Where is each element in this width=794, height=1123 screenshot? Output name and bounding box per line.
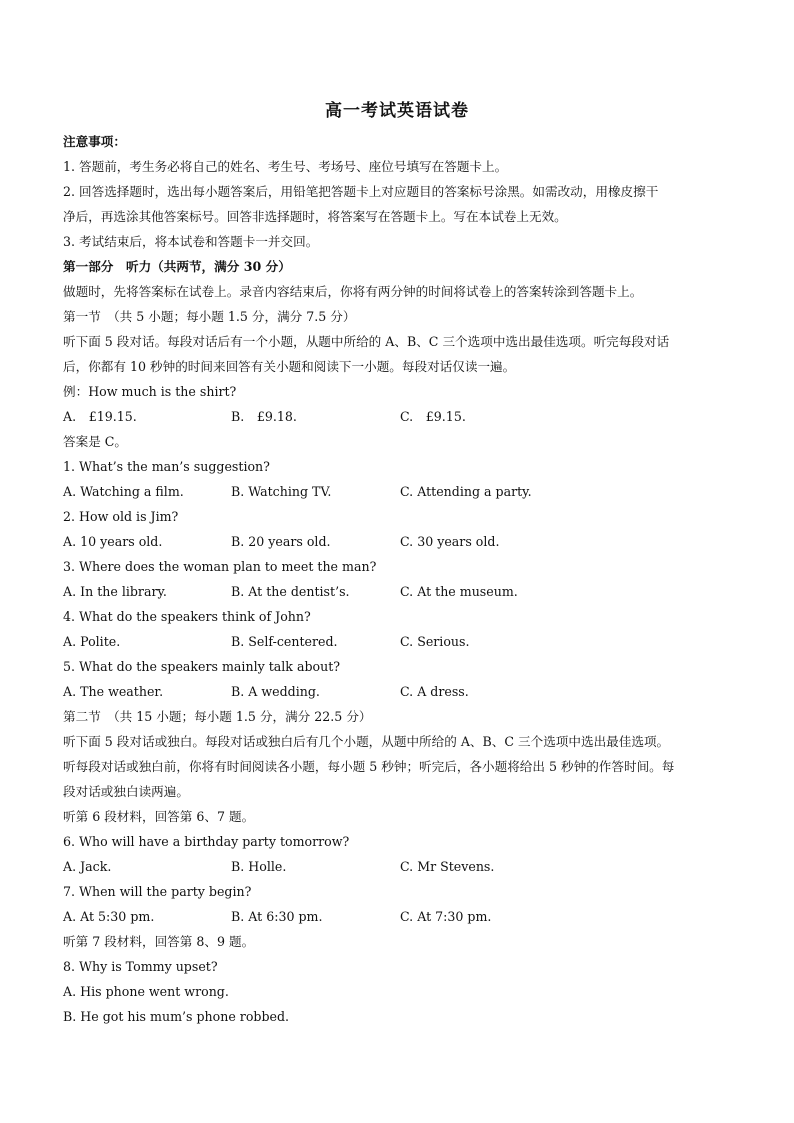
question-6-option-c: C. Mr Stevens.: [400, 859, 495, 874]
question-2: 2. How old is Jim?: [63, 509, 179, 524]
question-4-option-c: C. Serious.: [400, 634, 470, 649]
question-4-option-b: B. Self-centered.: [231, 634, 338, 649]
question-2-option-a: A. 10 years old.: [63, 534, 163, 549]
notice-item: 净后，再选涂其他答案标号。回答非选择题时，将答案写在答题卡上。写在本试卷上无效。: [63, 209, 567, 224]
question-8-option-a: A. His phone went wrong.: [63, 984, 229, 999]
question-1-option-a: A. Watching a film.: [63, 484, 184, 499]
question-3-option-a: A. In the library.: [63, 584, 167, 599]
notice-item: 3. 考试结束后，将本试卷和答题卡一并交回。: [63, 234, 319, 249]
question-1-option-b: B. Watching TV.: [231, 484, 332, 499]
example-question: 例：How much is the shirt?: [63, 384, 237, 399]
question-1-option-c: C. Attending a party.: [400, 484, 532, 499]
notice-item: 2. 回答选择题时，选出每小题答案后，用铅笔把答题卡上对应题目的答案标号涂黑。如需改动，用橡皮擦干: [63, 184, 659, 199]
question-5-option-a: A. The weather.: [63, 684, 164, 699]
section1-heading: 第一节 （共 5 小题；每小题 1.5 分，满分 7.5 分）: [63, 309, 356, 324]
question-7: 7. When will the party begin?: [63, 884, 252, 899]
question-7-option-c: C. At 7:30 pm.: [400, 909, 492, 924]
question-6-option-a: A. Jack.: [63, 859, 112, 874]
question-7-option-b: B. At 6:30 pm.: [231, 909, 323, 924]
section1-intro: 后，你都有 10 秒钟的时间来回答有关小题和阅读下一小题。每段对话仅读一遍。: [63, 359, 516, 374]
example-option-a: A. £19.15.: [63, 409, 137, 424]
question-8-option-b: B. He got his mum’s phone robbed.: [63, 1009, 290, 1024]
question-3: 3. Where does the woman plan to meet the man?: [63, 559, 377, 574]
part1-heading: 第一部分 听力（共两节，满分 30 分）: [63, 259, 291, 274]
section2-intro: 听下面 5 段对话或独白。每段对话或独白后有几个小题，从题中所给的 A、B、C 三个选项中选出最佳选项。: [63, 734, 670, 749]
section2-intro: 段对话或独白读两遍。: [63, 784, 189, 799]
section2-intro: 听每段对话或独白前，你将有时间阅读各小题，每小题 5 秒钟；听完后，各小题将给出 5 秒钟的作答时间。每: [63, 759, 675, 774]
question-5-option-c: C. A dress.: [400, 684, 469, 699]
question-5-option-b: B. A wedding.: [231, 684, 320, 699]
question-2-option-b: B. 20 years old.: [231, 534, 331, 549]
question-2-option-c: C. 30 years old.: [400, 534, 500, 549]
example-option-c: C. £9.15.: [400, 409, 466, 424]
question-7-option-a: A. At 5:30 pm.: [63, 909, 155, 924]
notice-item: 1. 答题前，考生务必将自己的姓名、考生号、考场号、座位号填写在答题卡上。: [63, 159, 508, 174]
section2-heading: 第二节 （共 15 小题；每小题 1.5 分，满分 22.5 分）: [63, 709, 372, 724]
example-option-b: B. £9.18.: [231, 409, 297, 424]
question-4: 4. What do the speakers think of John?: [63, 609, 311, 624]
group-7-instruction: 听第 7 段材料，回答第 8、9 题。: [63, 934, 255, 949]
question-6-option-b: B. Holle.: [231, 859, 287, 874]
question-4-option-a: A. Polite.: [63, 634, 121, 649]
notice-heading: 注意事项：: [63, 134, 126, 149]
section1-intro: 听下面 5 段对话。每段对话后有一个小题，从题中所给的 A、B、C 三个选项中选出最佳选项。听完每段对话: [63, 334, 670, 349]
question-3-option-b: B. At the dentist’s.: [231, 584, 350, 599]
example-answer: 答案是 C。: [63, 434, 128, 449]
question-3-option-c: C. At the museum.: [400, 584, 518, 599]
question-6: 6. Who will have a birthday party tomorrow?: [63, 834, 350, 849]
group-6-instruction: 听第 6 段材料，回答第 6、7 题。: [63, 809, 255, 824]
question-1: 1. What’s the man’s suggestion?: [63, 459, 270, 474]
part1-intro: 做题时，先将答案标在试卷上。录音内容结束后，你将有两分钟的时间将试卷上的答案转涂到答题卡上。: [63, 284, 643, 299]
page-title: 高一考试英语试卷: [325, 101, 469, 121]
question-5: 5. What do the speakers mainly talk about?: [63, 659, 341, 674]
question-8: 8. Why is Tommy upset?: [63, 959, 218, 974]
